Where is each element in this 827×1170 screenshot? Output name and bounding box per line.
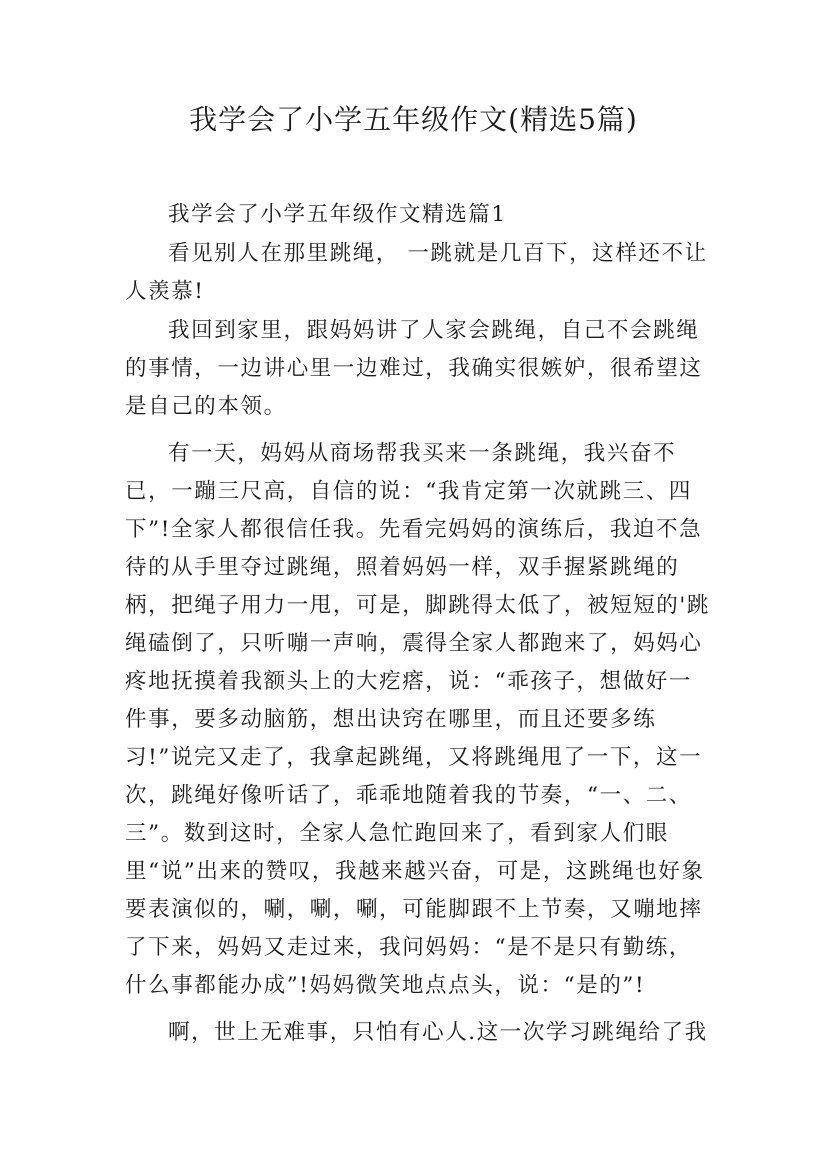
paragraph-2: 我回到家里，跟妈妈讲了人家会跳绳，自己不会跳绳的事情，一边讲心里一边难过，我确实很嫉妒，很希望这是自己的本领。 bbox=[125, 318, 703, 419]
document-title: 我学会了小学五年级作文(精选5篇) bbox=[189, 103, 638, 136]
paragraph-4: 啊，世上无难事，只怕有心人.这一次学习跳绳给了我 bbox=[168, 1020, 708, 1045]
paragraph-3: 有一天，妈妈从商场帮我买来一条跳绳，我兴奋不已，一蹦三尺高，自信的说：“我肯定第一次就跳三、四下”!全家人都很信任我。先看完妈妈的演练后，我迫不急待的从手里夺过跳绳，照着妈妈一样，双手握紧跳绳的柄，把绳子用力一甩，可是，脚跳得太低了，被短短的'跳绳磕倒了，只听嘣一声响，震得全家人都跑来了，妈妈心疼地抚摸着我额头上的大疙瘩，说：“乖孩子，想做好一件事，要多动脑筋，想出诀窍在哪里，而且还要多练习!”说完又走了，我拿起跳绳，又将跳绳甩了一下，这一次，跳绳好像听话了，乖乖地随着我的节奏，“一、二、三”。数到这时，全家人急忙跑回来了，看到家人们眼里“说”出来的赞叹，我越来越兴奋，可是，这跳绳也好象要表演似的，唰，唰，唰，可能脚跟不上节奏，又嘣地摔了下来，妈妈又走过来，我问妈妈：“是不是只有勤练，什么事都能办成”!妈妈微笑地点点头，说：“是的”! bbox=[125, 441, 711, 998]
document-body bbox=[125, 196, 715, 1061]
section-heading: 我学会了小学五年级作文精选篇1 bbox=[168, 202, 507, 227]
paragraph-1: 看见别人在那里跳绳， 一跳就是几百下，这样还不让人羡慕! bbox=[125, 241, 708, 304]
